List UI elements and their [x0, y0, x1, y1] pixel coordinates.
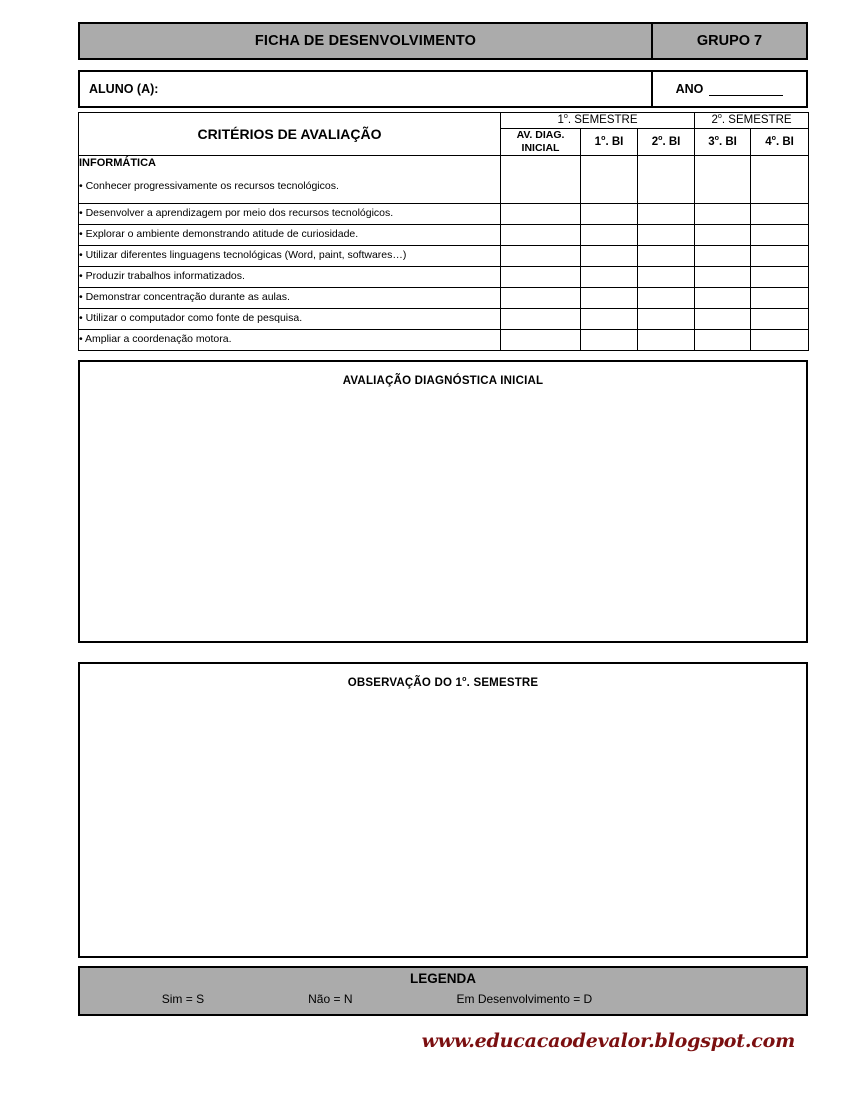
criteria-text: • Utilizar diferentes linguagens tecnológicas (Word, paint, softwares…) [79, 249, 407, 262]
table-row [79, 246, 809, 267]
mark-cell-bi4-0[interactable] [751, 156, 809, 204]
mark-cell-bi3-5[interactable] [695, 288, 751, 309]
year-field[interactable] [653, 72, 806, 106]
mark-cell-bi2-3[interactable] [638, 246, 695, 267]
student-name-field[interactable] [80, 72, 653, 106]
mark-cell-bi3-0[interactable] [695, 156, 751, 204]
mark-cell-av-diag-0[interactable] [501, 156, 581, 204]
criteria-text: • Desenvolver a aprendizagem por meio dos recursos tecnológicos. [79, 207, 394, 220]
mark-cell-bi4-5[interactable] [751, 288, 809, 309]
legend-item-em-desenvolvimento: Em Desenvolvimento = D [456, 992, 593, 1006]
criteria-cell-6 [79, 309, 501, 330]
mark-cell-bi3-6[interactable] [695, 309, 751, 330]
column-header-bi-4: 4$^o$. BI [751, 129, 809, 156]
criteria-text: • Utilizar o computador como fonte de pesquisa. [79, 312, 303, 325]
column-header-av-diag-inicial: AV. DIAG. INICIAL [501, 129, 581, 156]
year-label: ANO [675, 82, 704, 96]
mark-cell-bi4-3[interactable] [751, 246, 809, 267]
criteria-cell-0 [79, 156, 501, 204]
mark-cell-av-diag-4[interactable] [501, 267, 581, 288]
table-row [79, 330, 809, 351]
criteria-cell-4 [79, 267, 501, 288]
mark-cell-bi4-7[interactable] [751, 330, 809, 351]
criteria-cell-1 [79, 204, 501, 225]
mark-cell-bi4-6[interactable] [751, 309, 809, 330]
criteria-cell-7 [79, 330, 501, 351]
semester-2-header: 2$^o$. SEMESTRE [695, 113, 809, 129]
mark-cell-bi1-2[interactable] [581, 225, 638, 246]
mark-cell-bi4-4[interactable] [751, 267, 809, 288]
section-label-informatica: INFORMÁTICA [79, 157, 156, 169]
mark-cell-bi4-2[interactable] [751, 225, 809, 246]
column-header-bi-1: 1$^o$. BI [581, 129, 638, 156]
mark-cell-bi3-3[interactable] [695, 246, 751, 267]
criteria-column-header: CRITÉRIOS DE AVALIAÇÃO [79, 113, 501, 156]
group-label: GRUPO 7 [696, 33, 763, 49]
column-header-bi-3: 3$^o$. BI [695, 129, 751, 156]
mark-cell-bi1-7[interactable] [581, 330, 638, 351]
mark-cell-bi2-7[interactable] [638, 330, 695, 351]
mark-cell-bi1-1[interactable] [581, 204, 638, 225]
legend-title: LEGENDA [409, 971, 476, 986]
mark-cell-bi2-0[interactable] [638, 156, 695, 204]
mark-cell-bi2-2[interactable] [638, 225, 695, 246]
mark-cell-av-diag-7[interactable] [501, 330, 581, 351]
document-title: FICHA DE DESENVOLVIMENTO [80, 24, 653, 58]
mark-cell-bi3-7[interactable] [695, 330, 751, 351]
table-row [79, 267, 809, 288]
criteria-cell-2 [79, 225, 501, 246]
observation-title: OBSERVAÇÃO DO 1$^o$. SEMESTRE [347, 675, 539, 689]
student-name-label: ALUNO (A): [89, 82, 159, 96]
mark-cell-bi1-4[interactable] [581, 267, 638, 288]
criteria-cell-5 [79, 288, 501, 309]
mark-cell-bi1-5[interactable] [581, 288, 638, 309]
legend-box [78, 966, 808, 1016]
criteria-text: • Ampliar a coordenação motora. [79, 333, 232, 346]
semester-1-header: 1$^o$. SEMESTRE [501, 113, 695, 129]
legend-items [80, 986, 806, 1006]
criteria-text: • Conhecer progressivamente os recursos tecnológicos. [79, 179, 339, 192]
table-row [79, 309, 809, 330]
watermark-url: www.educacaodevalor.blogspot.com [421, 1030, 795, 1052]
diagnostic-evaluation-title: AVALIAÇÃO DIAGNÓSTICA INICIAL [342, 375, 544, 387]
table-row [79, 288, 809, 309]
mark-cell-bi1-6[interactable] [581, 309, 638, 330]
observation-box[interactable] [78, 662, 808, 958]
mark-cell-bi3-4[interactable] [695, 267, 751, 288]
mark-cell-bi2-6[interactable] [638, 309, 695, 330]
mark-cell-bi2-5[interactable] [638, 288, 695, 309]
criteria-text: • Explorar o ambiente demonstrando atitude de curiosidade. [79, 228, 359, 241]
mark-cell-av-diag-6[interactable] [501, 309, 581, 330]
mark-cell-bi2-4[interactable] [638, 267, 695, 288]
table-row [79, 156, 809, 204]
column-header-bi-2: 2$^o$. BI [638, 129, 695, 156]
year-blank-line[interactable] [709, 83, 783, 96]
table-row [79, 204, 809, 225]
criteria-cell-3 [79, 246, 501, 267]
criteria-table [78, 112, 809, 351]
mark-cell-bi1-0[interactable] [581, 156, 638, 204]
mark-cell-bi3-1[interactable] [695, 204, 751, 225]
mark-cell-av-diag-2[interactable] [501, 225, 581, 246]
student-info-row [78, 70, 808, 108]
legend-item-nao: Não = N [308, 992, 353, 1006]
document-header-bar [78, 22, 808, 60]
mark-cell-bi1-3[interactable] [581, 246, 638, 267]
legend-item-sim: Sim = S [161, 992, 205, 1006]
mark-cell-av-diag-3[interactable] [501, 246, 581, 267]
mark-cell-av-diag-5[interactable] [501, 288, 581, 309]
criteria-text: • Produzir trabalhos informatizados. [79, 270, 245, 283]
criteria-text: • Demonstrar concentração durante as aulas. [79, 291, 290, 304]
table-row [79, 225, 809, 246]
diagnostic-evaluation-box[interactable] [78, 360, 808, 643]
mark-cell-bi4-1[interactable] [751, 204, 809, 225]
mark-cell-av-diag-1[interactable] [501, 204, 581, 225]
table-header-row-semesters [79, 113, 809, 129]
mark-cell-bi3-2[interactable] [695, 225, 751, 246]
criteria-table-body [79, 156, 809, 351]
mark-cell-bi2-1[interactable] [638, 204, 695, 225]
